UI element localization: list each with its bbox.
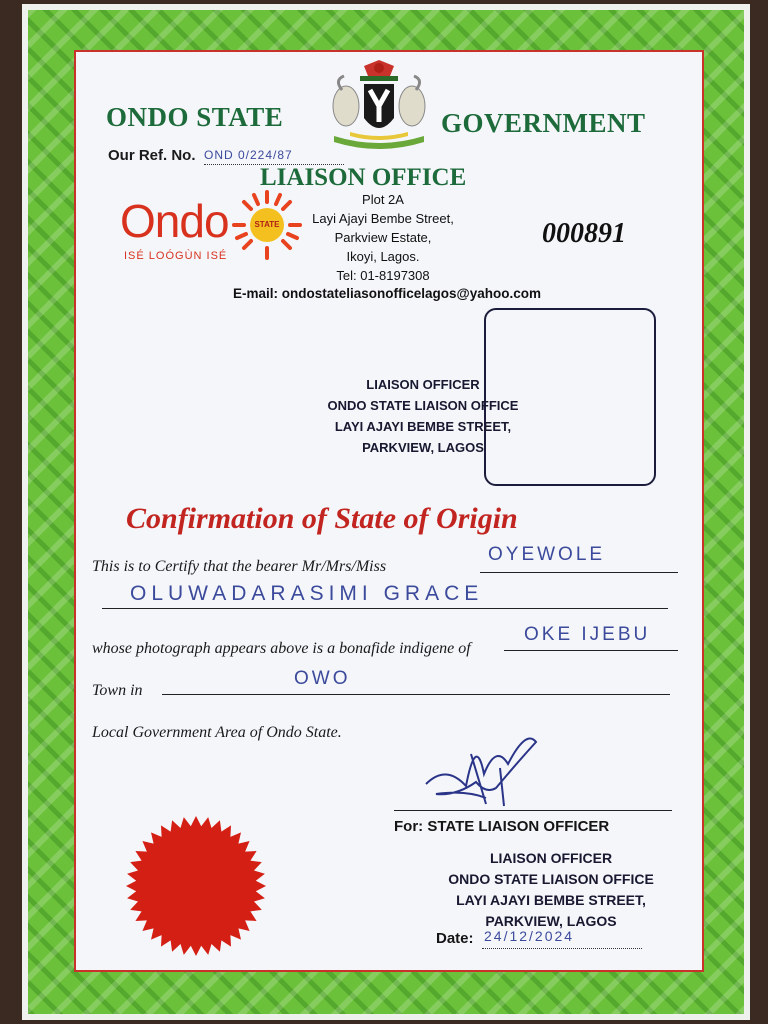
signature-line (394, 810, 672, 811)
address-line: Tel: 01-8197308 (336, 268, 430, 283)
office-email: E-mail: ondostateliasonofficelagos@yahoo.com (233, 286, 541, 301)
liaison-office-title: LIAISON OFFICE (260, 164, 467, 191)
address-line: Layi Ajayi Bembe Street, (312, 211, 454, 226)
other-names-line (102, 580, 668, 609)
surname-value: OYEWOLE (488, 544, 606, 565)
other-names-value: OLUWADARASIMI GRACE (130, 582, 484, 605)
stamp-line: ONDO STATE LIAISON OFFICE (448, 871, 654, 887)
ref-line (204, 146, 344, 165)
stamp-line: LIAISON OFFICER (489, 850, 613, 866)
stamp-line: ONDO STATE LIAISON OFFICE (327, 398, 519, 413)
address-line: Ikoyi, Lagos. (346, 249, 420, 264)
lga-line (162, 666, 670, 695)
bearer-label: This is to Certify that the bearer Mr/Mrs/Miss (92, 558, 387, 575)
stamp-line: PARKVIEW, LAGOS (485, 913, 617, 929)
stamp-line: LAYI AJAYI BEMBE STREET, (456, 892, 646, 908)
title-government: GOVERNMENT (441, 108, 646, 138)
date-label: Date: (436, 930, 474, 947)
coat-of-arms-emblem (320, 60, 438, 160)
town-in-label: Town in (92, 682, 143, 699)
title-ondo-state: ONDO STATE (106, 102, 284, 132)
officer-signature (416, 724, 546, 810)
serial-number: 000891 (542, 218, 626, 249)
address-line: Parkview Estate, (334, 230, 432, 245)
ref-value: OND 0/224/87 (204, 148, 293, 162)
sun-label: STATE (254, 220, 280, 229)
liaison-stamp-bottom (416, 848, 686, 932)
date-value: 24/12/2024 (484, 928, 575, 944)
town-value: OKE IJEBU (524, 624, 651, 645)
liaison-stamp-top (298, 374, 548, 458)
office-address (298, 190, 468, 285)
town-line (504, 622, 678, 651)
ref-label: Our Ref. No. (108, 147, 196, 164)
ondo-logo (120, 190, 310, 280)
stamp-line: PARKVIEW, LAGOS (362, 440, 484, 455)
lga-value: OWO (294, 668, 351, 689)
certificate-heading: Confirmation of State of Origin (126, 502, 518, 535)
stamp-line: LIAISON OFFICER (366, 377, 480, 392)
ondo-logo-word: Ondo (120, 195, 229, 247)
for-liaison-officer: For: STATE LIAISON OFFICER (394, 818, 610, 835)
ondo-logo-tagline: ISÉ LOÓGÙN ISÉ (124, 250, 228, 262)
lga-state-label: Local Government Area of Ondo State. (92, 724, 342, 741)
surname-line (480, 544, 678, 573)
date-line (482, 930, 642, 949)
address-line: Plot 2A (362, 192, 404, 207)
indigene-label: whose photograph appears above is a bonafide indigene of (92, 640, 471, 657)
red-seal (124, 814, 268, 958)
certificate-body (74, 50, 704, 972)
stamp-line: LAYI AJAYI BEMBE STREET, (334, 419, 512, 434)
